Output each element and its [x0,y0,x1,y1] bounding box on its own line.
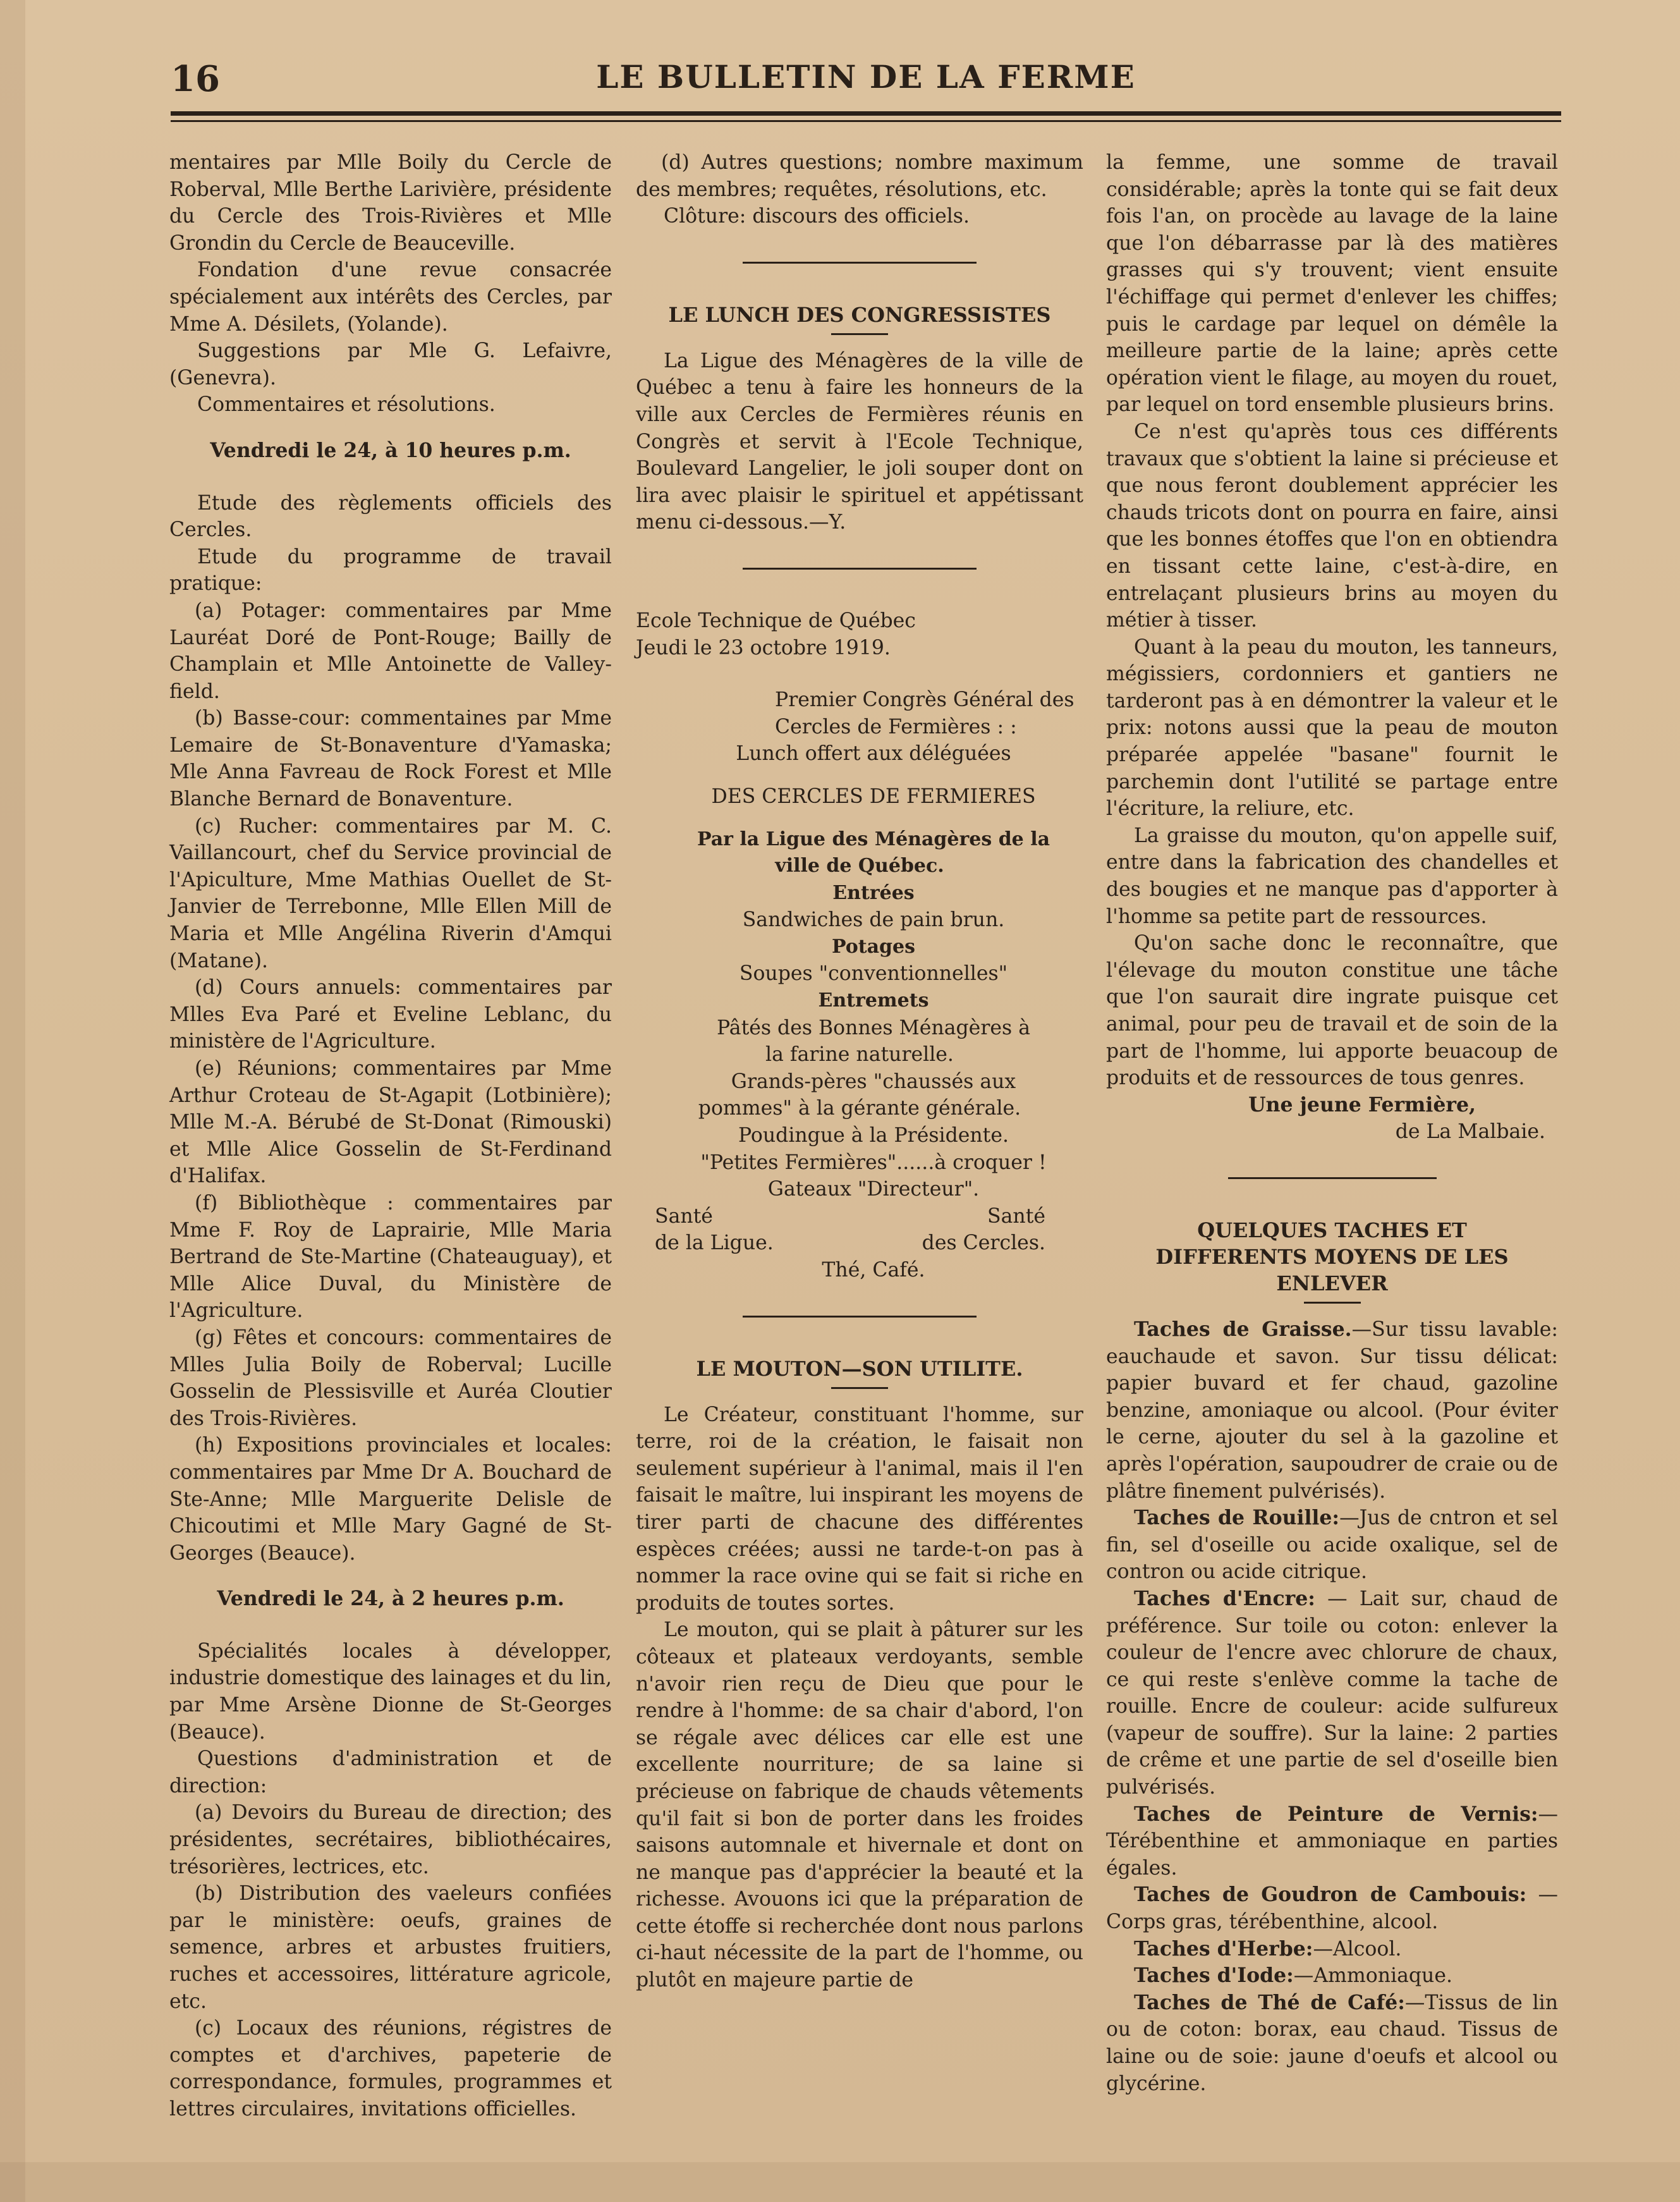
session-heading: Vendredi le 24, à 10 heures p.m. [210,438,571,462]
menu-item: Poudingue à la Présidente. [738,1124,1009,1147]
paragraph: Commentaires et résolutions. [197,393,496,417]
toast-row [636,1203,1083,1230]
signature: Une jeune Fermière, [1248,1092,1476,1116]
column-2 [636,149,1083,1994]
list-item: (d) Autres questions; nombre maximum des membres; requêtes, résolutions, etc. [636,151,1083,201]
menu-offer: Lunch offert aux déléguées [736,742,1011,766]
stain-entry [1106,1505,1558,1586]
header-rule-thin [171,120,1561,122]
page-edge-shadow [0,0,25,2202]
paragraph: Suggestions par Mle G. Lefaivre, (Genevra). [169,339,612,389]
title-rule [1304,1302,1361,1304]
menu-section-heading: Potages [831,935,915,958]
toast-right: des Cercles. [922,1232,1045,1255]
paragraph: Ce n'est qu'après tous ces différents travaux que s'obtient la laine si précieuse et que nous feront doublement apprécier les chauds tricots dont on pourra en faire, ainsi que les bonnes étoffes que l'on en obtiendra en tissant cette laine, c'est-à-dire, en entrelaçant plusieurs brins au moyen du métier à tisser. [1106,420,1558,632]
stain-remedy: —Ammoniaque. [1293,1964,1452,1988]
section-separator [743,262,977,264]
page-bottom-shadow [0,2162,1680,2202]
page-number: 16 [171,58,220,100]
menu-congress: Premier Congrès Général des [775,688,1074,712]
stain-type: Taches de Thé de Café: [1134,1990,1405,2014]
stain-type: Taches de Graisse. [1134,1317,1352,1341]
stain-remedy: —Jus de cntron et sel fin, sel d'oseille ou acide oxalique, sel de contron ou acide citrique. [1106,1507,1558,1584]
stain-remedy: — Lait sur, chaud de préférence. Sur toile ou coton: enlever la couleur de l'encre avec chlorure de chaux, ce qui reste s'enlève comme la tache de rouille. Encre de couleur: acide sulfureux (vapeur de souffre). Sur la laine: 2 parties de crême et une partie de sel d'oseille bien pulvérisés. [1106,1587,1558,1799]
column-3 [1106,149,1558,2097]
list-item: (d) Cours annuels: commentaires par Mlles Eva Paré et Eveline Leblanc, du ministère de l'Agriculture. [169,976,612,1053]
stain-entry [1106,1881,1558,1935]
list-item: (g) Fêtes et concours: commentaires de Mlles Julia Boily de Roberval; Lucille Gosselin de Plessisville et Auréa Cloutier des Trois-Rivières. [169,1326,612,1430]
list-item: (f) Bibliothèque : commentaires par Mme F. Roy de Laprairie, Mlle Maria Bertrand de Ste-Martine (Chateauguay), et Mlle Alice Duval, du Ministère de l'Agriculture. [169,1191,612,1323]
stain-entry [1106,1962,1558,1990]
toast-right: Santé [987,1204,1045,1228]
paragraph: Spécialités locales à développer, industrie domestique des lainages et du lin, par Mme Arsène Dionne de St-Georges (Beauce). [169,1639,612,1744]
list-item: (a) Potager: commentaires par Mme Lauréat Doré de Pont-Rouge; Bailly de Champlain et Mlle Antoinette de Valley-field. [169,599,612,703]
signature-place: de La Malbaie. [1395,1120,1545,1144]
paragraph: La graisse du mouton, qu'on appelle suif, entre dans la fabrication des chandelles et des bougies et ne manque pas d'apporter à l'homme sa petite part de ressources. [1106,824,1558,928]
paragraph: mentaires par Mlle Boily du Cercle de Roberval, Mlle Berthe Larivière, présidente du Cercle des Trois-Rivières et Mlle Grondin du Cercle de Beauceville. [169,151,612,255]
paragraph: Fondation d'une revue consacrée spécialement aux intérêts des Cercles, par Mme A. Désilets, (Yolande). [169,259,612,336]
article-title: QUELQUES TACHES ET DIFFERENTS MOYENS DE LES ENLEVER [1155,1218,1509,1295]
paragraph: Le mouton, qui se plait à pâturer sur les côteaux et plateaux verdoyants, semble n'avoir rien reçu de Dieu que pour le rendre à l'homme: de sa chair d'abord, l'on se régale avec délices car elle est une excellente nourriture; de sa laine si précieuse on fabrique de chauds vêtements qu'il fait si bon de porter dans les froides saisons automnale et hivernale et dont on ne manque pas d'apprécier la beauté et la richesse. Avouons ici que la préparation de cette étoffe si recherchée dont nous parlons ci-haut nécessite de la part de l'homme, ou plutôt en majeure partie de [636,1618,1083,1992]
paragraph: Questions d'administration et de direction: [169,1747,612,1797]
stain-entry [1106,1990,1558,2097]
article-title: LE MOUTON—SON UTILITE. [696,1356,1023,1381]
stain-entry [1106,1801,1558,1882]
paragraph: Etude du programme de travail pratique: [169,545,612,596]
stain-type: Taches d'Iode: [1134,1964,1294,1988]
stain-type: Taches de Rouille: [1134,1506,1340,1530]
title-rule [831,1387,888,1389]
menu-item: Gateaux "Directeur". [767,1178,980,1201]
header-rule-thick [171,111,1561,116]
menu-item: Soupes "conventionnelles" [739,962,1008,986]
stain-remedy: —Tissus de lin ou de coton: borax, eau chaud. Tissus de laine ou de soie: jaune d'oeufs et alcool ou glycérine. [1106,1991,1559,2095]
stain-remedy: —Térébenthine et ammoniaque en parties égales. [1106,1802,1558,1880]
toast-left: Santé [655,1204,713,1228]
stain-type: Taches d'Encre: [1134,1586,1315,1610]
article-title: LE LUNCH DES CONGRESSISTES [668,302,1051,327]
stain-entry [1106,1936,1558,1963]
list-item: (b) Distribution des vaeleurs confiées par le ministère: oeufs, graines de semence, arbres et arbustes fruitiers, ruches et accessoires, littérature agricole, etc. [169,1882,612,2013]
menu-item: Grands-pères "chaussés aux pommes" à la gérante générale. [698,1070,1021,1120]
paragraph: Qu'on sache donc le reconnaître, que l'élevage du mouton constitue une tâche que l'on saurait dire ingrate puisque cet animal, pour peu de travail et de soin de la part de l'homme, lui apporte beuacoup de produits et de ressources de tous genres. [1106,932,1558,1090]
stain-remedy: —Alcool. [1313,1937,1402,1960]
session-heading: Vendredi le 24, à 2 heures p.m. [217,1587,564,1611]
menu-item: Thé, Café. [822,1259,925,1281]
list-item: (c) Locaux des réunions, régistres de comptes et d'archives, papeterie de correspondance, formules, programmes et lettres circulaires, invitations officielles. [169,2017,612,2120]
stain-remedy: —Sur tissu lavable: eauchaude et savon. Sur tissu délicat: papier buvard et fer chaud, gazoline benzine, amoniaque ou alcool. (Pour éviter le cerne, ajouter du sel à la gazoline et après l'opération, saupoudrer de craie ou de plâtre finement pulvérisés). [1106,1318,1558,1503]
menu-section-heading: Entrées [832,881,915,904]
paragraph: Clôture: discours des officiels. [664,205,970,228]
publication-title: LE BULLETIN DE LA FERME [596,58,1136,95]
paragraph: Le Créateur, constituant l'homme, sur terre, roi de la création, le faisait non seulement supérieur à l'animal, mais il l'en faisait le maître, lui inspirant les moyens de tirer parti de chacune des différentes espèces créées; aussi ne tarde-t-on pas à nommer la race ovine qui se fait si riche en produits de toutes sortes. [636,1403,1083,1615]
menu-item: Sandwiches de pain brun. [742,908,1005,932]
list-item: (c) Rucher: commentaires par M. C. Vaillancourt, chef du Service provincial de l'Apiculture, Mme Mathias Ouellet de St-Janvier de Terrebonne, Mlle Ellen Mill de Maria et Mlle Angélina Riverin d'Amqui (Matane). [169,814,612,972]
toast-left: de la Ligue. [655,1232,774,1255]
menu-by: Par la Ligue des Ménagères de la ville de Québec. [697,828,1050,878]
menu-item: "Petites Fermières"......à croquer ! [700,1151,1047,1174]
stain-type: Taches de Peinture de Vernis: [1134,1802,1538,1826]
page-header [171,58,1561,102]
menu-section-heading: Entremets [818,989,929,1012]
paragraph: Etude des règlements officiels des Cercles. [169,491,612,542]
toast-row [636,1230,1083,1257]
section-separator [1228,1177,1437,1179]
list-item: (e) Réunions; commentaires par Mme Arthur Croteau de St-Agapit (Lotbinière); Mlle M.-A. Bérubé de St-Donat (Rimouski) et Mlle Alice Gosselin de St-Ferdinand d'Halifax. [169,1057,612,1188]
list-item: (a) Devoirs du Bureau de direction; des présidentes, secrétaires, bibliothécaires, trésorières, lectrices, etc. [169,1801,612,1878]
stain-type: Taches de Goudron de Cambouis: [1134,1883,1527,1907]
section-separator [743,568,977,570]
paragraph: La Ligue des Ménagères de la ville de Québec a tenu à faire les honneurs de la ville aux Cercles de Fermières réunis en Congrès et servit à l'Ecole Technique, Boulevard Langelier, le joli souper dont on lira avec plaisir le spirituel et appétissant menu ci-dessous.—Y. [636,349,1083,534]
menu-date: Jeudi le 23 octobre 1919. [636,636,891,659]
paragraph: la femme, une somme de travail considérable; après la tonte qui se fait deux fois l'an, on procède au lavage de la laine que l'on débarrasse par là des matières grasses qui s'y trouvent; vient ensuite l'échiffage qui permet d'enlever les chiffes; puis le cardage par lequel on démêle la meilleure partie de la laine; après cette opération vient le filage, au moyen du rouet, par lequel on tord ensemble plusieurs brins. [1106,151,1558,417]
stain-entry [1106,1316,1558,1505]
list-item: (b) Basse-cour: commentaines par Mme Lemaire de St-Bonaventure d'Yamaska; Mle Anna Favreau de Rock Forest et Mlle Blanche Bernard de Bonaventure. [169,707,612,811]
title-rule [831,333,888,335]
column-1 [169,149,612,2123]
menu-congress: Cercles de Fermières : : [775,715,1017,738]
stain-entry [1106,1586,1558,1801]
menu-cercles: DES CERCLES DE FERMIERES [711,785,1036,808]
list-item: (h) Expositions provinciales et locales: commentaires par Mme Dr A. Bouchard de Ste-Anne; Mlle Marguerite Delisle de Chicoutimi et Mlle Mary Gagné de St-Georges (Beauce). [169,1434,612,1565]
stain-remedy: — Corps gras, térébenthine, alcool. [1106,1883,1559,1934]
paragraph: Quant à la peau du mouton, les tanneurs, mégissiers, cordonniers et gantiers ne tarderont pas à en démontrer la valeur et le prix: notons aussi que la peau de mouton préparée appelée "basane" fournit le parchemin dont l'utilité se partage entre l'écriture, la reliure, etc. [1106,635,1558,821]
menu-place: Ecole Technique de Québec [636,609,916,632]
menu-item: Pâtés des Bonnes Ménagères à la farine naturelle. [717,1016,1030,1067]
section-separator [743,1316,977,1318]
stain-type: Taches d'Herbe: [1134,1936,1313,1960]
